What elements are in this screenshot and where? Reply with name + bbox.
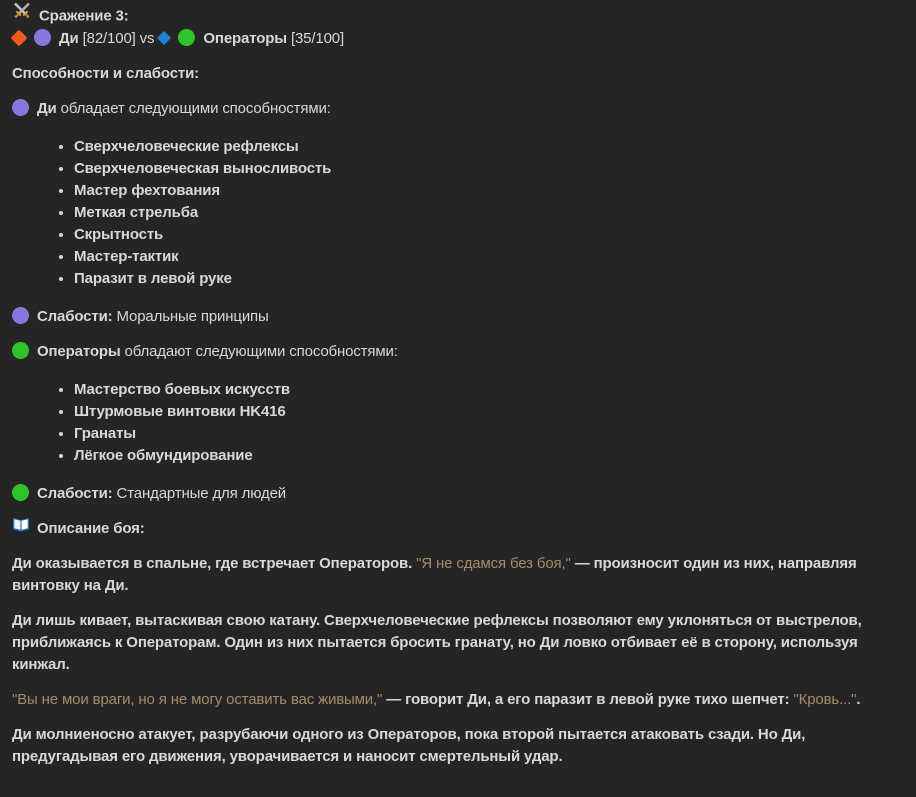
narrative-text: — говорит Ди, а его паразит в левой руке тихо шепчет: — [382, 691, 794, 708]
list-item: • Гранаты — [74, 423, 904, 445]
abilities-heading: Способности и слабости: — [12, 65, 200, 82]
narrative-paragraph-1 — [12, 553, 904, 597]
blue-diamond-icon — [158, 32, 170, 44]
list-item: • Штурмовые винтовки HK416 — [74, 401, 904, 423]
battle-title: Сражение 3: — [39, 7, 129, 25]
list-item: • Лёгкое обмундирование — [74, 445, 904, 467]
di-weakness-value: Моральные принципы — [116, 308, 269, 325]
dialogue-quote: "Вы не мои враги, но я не могу оставить вас живыми," — [12, 691, 383, 708]
narrative-text: Ди молниеносно атакует, разрубаючи одного из Операторов, пока второй пытается атаковать сзади. Но Ди, предугадывая его движения, уворачивается и наносит смертельный удар. — [12, 726, 806, 765]
narrative-paragraph-3 — [12, 689, 904, 711]
purple-circle-icon — [12, 99, 29, 116]
battle-title-line — [12, 5, 904, 28]
di-weakness-label: Слабости: — [37, 308, 113, 325]
di-name: Ди — [37, 100, 57, 117]
purple-circle-icon — [34, 29, 51, 46]
battle-description-heading — [12, 518, 904, 540]
list-item: • Мастер фехтования — [74, 180, 904, 202]
operators-intro-text: обладают следующими способностями: — [124, 343, 398, 360]
operators-weakness-line — [12, 483, 904, 505]
di-intro-text: обладает следующими способностями: — [60, 100, 331, 117]
crossed-swords-icon — [12, 1, 32, 28]
operators-weakness-value: Стандартные для людей — [116, 485, 287, 502]
di-weakness-line — [12, 306, 904, 328]
list-item: • Меткая стрельба — [74, 202, 904, 224]
list-item: • Скрытность — [74, 224, 904, 246]
fighter2-name: Операторы — [203, 30, 287, 47]
di-abilities-list — [12, 136, 904, 290]
list-item: • Паразит в левой руке — [74, 268, 904, 290]
narrative-text: Ди лишь кивает, вытаскивая свою катану. Сверхчеловеческие рефлексы позволяют ему уклоняться от выстрелов, приближаясь к Операторам. Один из них пытается бросить гранату, но Ди ловко отбивает её в сторону, используя кинжал. — [12, 612, 862, 673]
operators-abilities-list — [12, 379, 904, 467]
list-item: • Сверхчеловеческая выносливость — [74, 158, 904, 180]
list-item: • Мастер-тактик — [74, 246, 904, 268]
green-circle-icon — [12, 484, 29, 501]
fighter1-hp: [82/100] vs — [82, 30, 155, 47]
narrative-text: Ди оказывается в спальне, где встречает Операторов. — [12, 555, 417, 572]
list-item: • Мастерство боевых искусств — [74, 379, 904, 401]
matchup-line — [12, 28, 904, 50]
fighter1-name: Ди — [59, 30, 79, 47]
dialogue-quote: "Кровь..." — [793, 691, 857, 708]
operators-name: Операторы — [37, 343, 121, 360]
open-book-icon — [12, 516, 30, 539]
di-abilities-intro — [12, 98, 904, 120]
orange-diamond-icon — [12, 31, 26, 45]
dialogue-quote: "Я не сдамся без боя," — [416, 555, 571, 572]
battle-description-title: Описание боя: — [37, 520, 145, 537]
operators-abilities-intro — [12, 341, 904, 363]
green-circle-icon — [12, 342, 29, 359]
narrative-paragraph-2 — [12, 610, 904, 676]
purple-circle-icon — [12, 307, 29, 324]
narrative-text: . — [856, 691, 861, 708]
operators-weakness-label: Слабости: — [37, 485, 113, 502]
narrative-text: — произносит один из них, направляя винтовку на Ди. — [12, 555, 857, 594]
list-item: • Сверхчеловеческие рефлексы — [74, 136, 904, 158]
narrative-paragraph-4 — [12, 724, 904, 768]
fighter2-hp: [35/100] — [290, 30, 344, 47]
green-circle-icon — [178, 29, 195, 46]
